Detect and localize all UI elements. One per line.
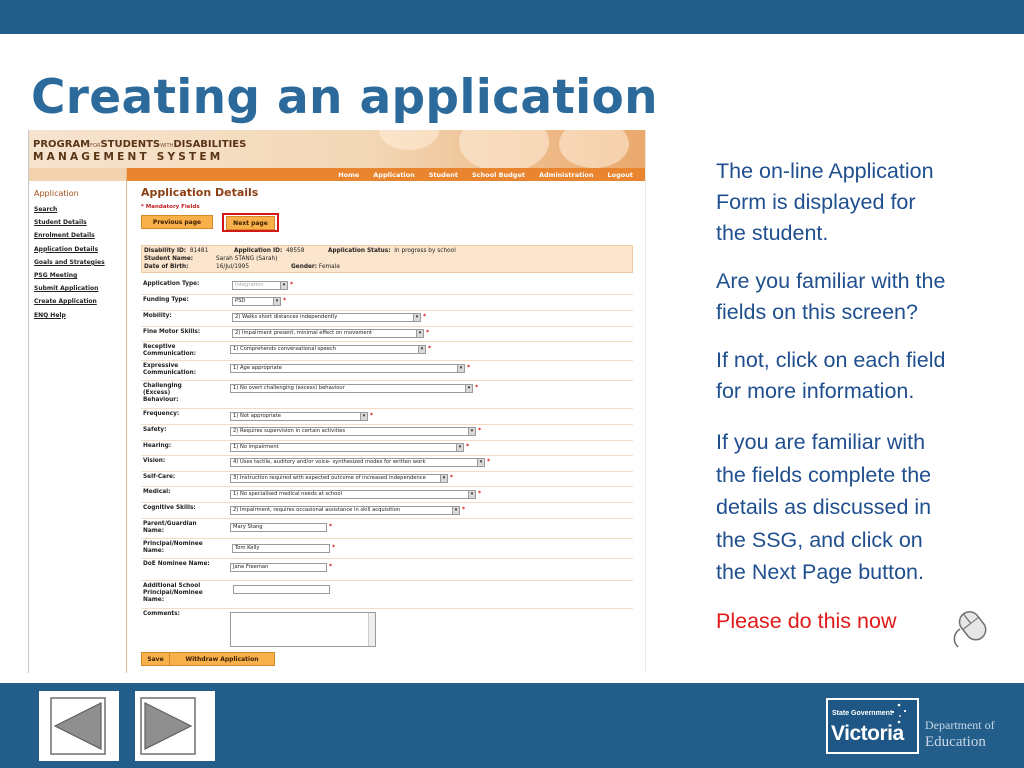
chevron-down-icon: ▾	[468, 491, 475, 498]
computer-mouse-icon[interactable]	[944, 603, 992, 651]
challenging-behaviour-select[interactable]: 1) No overt challenging (excess) behaviour ▾	[230, 384, 473, 393]
app-nav	[127, 168, 646, 181]
paragraph-if-familiar: If you are familiar with the fields complete the details as discussed in the SSG, and click on the Next Page button.	[716, 430, 932, 584]
field-row: Expressive Communication: 1) Age appropriate ▾ *	[141, 361, 633, 381]
paragraph-if-not: If not, click on each field for more information.	[716, 348, 946, 403]
sidebar-link-psg-meeting[interactable]: PSG Meeting	[34, 271, 78, 279]
sidebar-link-search[interactable]: Search	[34, 206, 58, 213]
paragraph-question: Are you familiar with the fields on this screen?	[716, 269, 946, 324]
field-row: Challenging (Excess) Behaviour: 1) No overt challenging (excess) behaviour ▾ *	[141, 381, 633, 409]
sidebar-link-application-details[interactable]: Application Details	[34, 245, 99, 253]
chevron-down-icon: ▾	[273, 298, 280, 305]
field-row: Fine Motor Skills: 2) Impairment present, minimal effect on movement ▾ *	[141, 327, 633, 342]
field-row: Application Type: Integration ▾ *	[141, 279, 633, 295]
chevron-down-icon: ▾	[457, 365, 464, 372]
mandatory-note: * Mandatory Fields	[141, 204, 200, 210]
next-page-highlight	[222, 213, 279, 232]
student-summary: Disability ID: 81481 Application ID: 48558 Application Status: In progress by school Student Name: Sarah STANG (Sarah) Date of Birth: 16/Jul/1995 Gender: Female	[141, 245, 633, 273]
expressive-communication-select[interactable]: 1) Age appropriate ▾	[230, 364, 465, 373]
chevron-down-icon: ▾	[468, 428, 475, 435]
nav-home[interactable]: Home	[338, 170, 360, 179]
field-row: Mobility: 2) Walks short distances independently ▾ *	[141, 311, 633, 327]
receptive-communication-select[interactable]: 1) Comprehends conversational speech ▾	[230, 345, 426, 354]
field-row: DoE Nominee Name: Jane Freeman *	[141, 559, 633, 581]
sidebar-link-enrolment-details[interactable]: Enrolment Details	[34, 232, 95, 240]
form-title: Application Details	[141, 186, 259, 199]
forward-arrow-icon	[135, 691, 215, 761]
field-row: Self-Care: 3) Instruction required with expected outcome of increased independence ▾ *	[141, 472, 633, 487]
sidebar-link-goals[interactable]: Goals and Strategies	[34, 258, 105, 266]
nav-logout[interactable]: Logout	[607, 170, 633, 179]
chevron-down-icon: ▾	[360, 413, 367, 420]
chevron-down-icon: ▾	[413, 314, 420, 321]
field-row: Medical: 1) No specialised medical needs at school ▾ *	[141, 487, 633, 503]
field-row: Principal/Nominee Name: Tom Kelly *	[141, 539, 633, 559]
paragraph-intro: The on-line Application Form is displayed for the student.	[716, 159, 934, 245]
comments-textarea[interactable]	[230, 612, 376, 647]
sidebar-title: Application	[34, 189, 79, 198]
field-row: Comments:	[141, 609, 633, 649]
chevron-down-icon: ▾	[418, 346, 425, 353]
principal-nominee-name-input[interactable]: Tom Kelly	[232, 544, 330, 553]
application-type-select[interactable]: Integration ▾	[232, 281, 288, 290]
doe-nominee-name-input[interactable]: Jane Freeman	[230, 563, 327, 572]
forward-button[interactable]	[135, 691, 215, 761]
victoria-logo: State Government Victoria	[826, 698, 919, 754]
app-logo-bottom: MANAGEMENT SYSTEM	[33, 151, 224, 163]
app-header	[29, 130, 646, 168]
cognitive-skills-select[interactable]: 2) Impairment, requires occasional assistance in skill acquisition ▾	[230, 506, 460, 515]
chevron-down-icon: ▾	[452, 507, 459, 514]
form-actions	[141, 652, 275, 666]
sidebar-link-student-details[interactable]: Student Details	[34, 219, 87, 227]
sidebar-links	[29, 206, 126, 319]
chevron-down-icon: ▾	[477, 459, 484, 466]
field-row: Cognitive Skills: 2) Impairment, requires occasional assistance in skill acquisition ▾ *	[141, 503, 633, 519]
top-bar	[0, 0, 1024, 34]
chevron-down-icon: ▾	[465, 385, 472, 392]
field-row: Hearing: 1) No impairment ▾ *	[141, 441, 633, 456]
safety-select[interactable]: 2) Requires supervision in certain activities ▾	[230, 427, 476, 436]
back-button[interactable]	[39, 691, 119, 761]
nav-school-budget[interactable]: School Budget	[471, 170, 525, 179]
chevron-down-icon: ▾	[280, 282, 287, 289]
funding-type-select[interactable]: PSD ▾	[232, 297, 281, 306]
app-logo-top: PROGRAMFORSTUDENTSWITHDISABILITIES	[33, 139, 247, 150]
please-do-this-now: Please do this now	[716, 609, 897, 633]
mobility-select[interactable]: 2) Walks short distances independently ▾	[232, 313, 421, 322]
field-row: Additional School Principal/Nominee Name:	[141, 581, 633, 609]
medical-select[interactable]: 1) No specialised medical needs at school ▾	[230, 490, 476, 499]
field-row: Receptive Communication: 1) Comprehends conversational speech ▾ *	[141, 342, 633, 361]
field-row: Safety: 2) Requires supervision in certain activities ▾ *	[141, 425, 633, 441]
chevron-down-icon: ▾	[456, 444, 463, 451]
sidebar-link-create[interactable]: Create Application	[34, 298, 97, 306]
next-page-button[interactable]: Next page	[226, 216, 275, 230]
chevron-down-icon: ▾	[416, 330, 423, 337]
hearing-select[interactable]: 1) No impairment ▾	[230, 443, 464, 452]
chevron-down-icon: ▾	[440, 475, 447, 482]
vision-select[interactable]: 4) Uses tactile, auditory and/or voice- synthesized modes for written work ▾	[230, 458, 485, 467]
fine-motor-skills-select[interactable]: 2) Impairment present, minimal effect on movement ▾	[232, 329, 424, 338]
save-button[interactable]: Save	[142, 653, 170, 665]
field-row: Parent/Guardian Name: Mary Stang *	[141, 519, 633, 539]
nav-application[interactable]: Application	[373, 170, 415, 179]
department-of-education: Department of Education	[925, 718, 995, 750]
previous-page-button[interactable]: Previous page	[141, 215, 213, 229]
frequency-select[interactable]: 1) Not appropriate ▾	[230, 412, 368, 421]
additional-principal-name-input[interactable]	[233, 585, 330, 594]
parent-guardian-name-input[interactable]: Mary Stang	[230, 523, 327, 532]
nav-student[interactable]: Student	[428, 170, 458, 179]
self-care-select[interactable]: 3) Instruction required with expected outcome of increased independence ▾	[230, 474, 448, 483]
field-row: Vision: 4) Uses tactile, auditory and/or voice- synthesized modes for written work ▾ *	[141, 456, 633, 472]
withdraw-application-button[interactable]: Withdraw Application	[185, 655, 259, 663]
field-row: Funding Type: PSD ▾ *	[141, 295, 633, 311]
back-arrow-icon	[39, 691, 119, 761]
field-row: Frequency: 1) Not appropriate ▾ *	[141, 409, 633, 425]
nav-administration[interactable]: Administration	[538, 170, 594, 179]
sidebar-link-submit[interactable]: Submit Application	[34, 285, 99, 293]
slide-title: Creating an application	[31, 70, 658, 125]
left-sidebar	[29, 168, 127, 673]
sidebar-link-help[interactable]: ENQ Help	[34, 311, 66, 319]
comments-scrollbar[interactable]	[368, 613, 375, 646]
application-screenshot	[28, 130, 646, 673]
